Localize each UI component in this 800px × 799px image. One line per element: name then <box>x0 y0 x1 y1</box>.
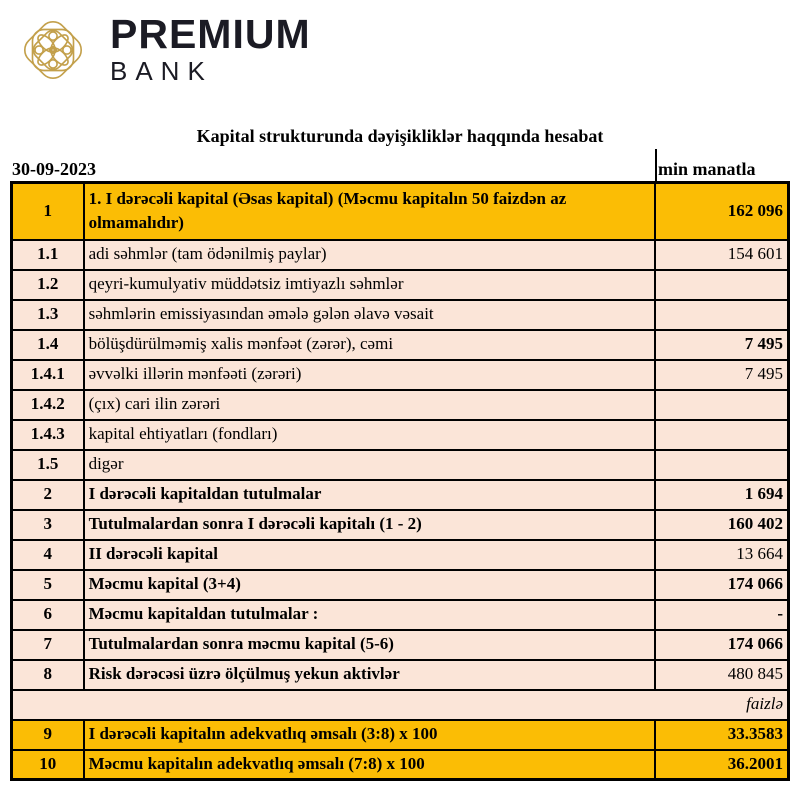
table-row <box>12 660 789 690</box>
row-number-cell: 5 <box>12 570 84 600</box>
row-value-cell <box>655 270 788 300</box>
percent-note-cell: faizlə <box>12 690 789 720</box>
row-number-cell: 1.3 <box>12 300 84 330</box>
row-label-cell: Tutulmalardan sonra məcmu kapital (5-6) <box>84 630 656 660</box>
table-row <box>12 183 789 240</box>
row-label-cell: səhmlərin emissiyasından əmələ gələn əlavə vəsait <box>84 300 656 330</box>
row-value-cell <box>655 390 788 420</box>
row-value-cell <box>655 420 788 450</box>
brand-subname: BANK <box>110 55 213 86</box>
table-row <box>12 300 789 330</box>
table-row <box>12 480 789 510</box>
table-row <box>12 510 789 540</box>
row-label-cell: bölüşdürülməmiş xalis mənfəət (zərər), cəmi <box>84 330 656 360</box>
table-row <box>12 750 789 780</box>
table-row <box>12 540 789 570</box>
knot-ornament-icon <box>12 9 94 91</box>
table-row <box>12 270 789 300</box>
report-subheader <box>10 149 790 181</box>
table-row <box>12 690 789 720</box>
row-number-cell: 1.2 <box>12 270 84 300</box>
row-label-cell: (çıx) cari ilin zərəri <box>84 390 656 420</box>
row-number-cell: 9 <box>12 720 84 750</box>
row-number-cell: 3 <box>12 510 84 540</box>
table-row <box>12 420 789 450</box>
row-value-cell: - <box>655 600 788 630</box>
row-number-cell: 1.4 <box>12 330 84 360</box>
row-value-cell: 174 066 <box>655 570 788 600</box>
row-value-cell <box>655 300 788 330</box>
row-label-cell: 1. I dərəcəli kapital (Əsas kapital) (Məcmu kapitalın 50 faizdən az olmamalıdır) <box>84 183 656 240</box>
bank-logo <box>0 0 800 94</box>
row-value-cell: 33.3583 <box>655 720 788 750</box>
capital-structure-table <box>10 181 790 781</box>
row-number-cell: 6 <box>12 600 84 630</box>
row-value-cell: 36.2001 <box>655 750 788 780</box>
row-label-cell: Məcmu kapitalın adekvatlıq əmsalı (7:8) x 100 <box>84 750 656 780</box>
row-label-cell: Tutulmalardan sonra I dərəcəli kapitalı (1 - 2) <box>84 510 656 540</box>
row-number-cell: 8 <box>12 660 84 690</box>
row-value-cell <box>655 450 788 480</box>
row-label-cell: I dərəcəli kapitalın adekvatlıq əmsalı (3:8) x 100 <box>84 720 656 750</box>
row-value-cell: 160 402 <box>655 510 788 540</box>
row-label-cell: Məcmu kapital (3+4) <box>84 570 656 600</box>
row-label-cell: Məcmu kapitaldan tutulmalar : <box>84 600 656 630</box>
table-row <box>12 600 789 630</box>
report-date: 30-09-2023 <box>12 159 96 180</box>
row-value-cell: 480 845 <box>655 660 788 690</box>
row-number-cell: 1.5 <box>12 450 84 480</box>
table-row <box>12 450 789 480</box>
table-row <box>12 330 789 360</box>
row-value-cell: 154 601 <box>655 240 788 270</box>
table-row <box>12 630 789 660</box>
row-label-cell: kapital ehtiyatları (fondları) <box>84 420 656 450</box>
row-value-cell: 1 694 <box>655 480 788 510</box>
table-row <box>12 240 789 270</box>
row-number-cell: 2 <box>12 480 84 510</box>
row-label-cell: əvvəlki illərin mənfəəti (zərəri) <box>84 360 656 390</box>
bank-logo-text <box>110 10 311 87</box>
unit-label: min manatla <box>655 149 790 181</box>
row-number-cell: 10 <box>12 750 84 780</box>
row-number-cell: 1.1 <box>12 240 84 270</box>
brand-name: PREMIUM <box>110 10 311 57</box>
row-value-cell: 174 066 <box>655 630 788 660</box>
row-number-cell: 4 <box>12 540 84 570</box>
row-number-cell: 1.4.2 <box>12 390 84 420</box>
capital-table-body <box>12 183 789 780</box>
row-value-cell: 13 664 <box>655 540 788 570</box>
table-row <box>12 390 789 420</box>
row-label-cell: adi səhmlər (tam ödənilmiş paylar) <box>84 240 656 270</box>
row-number-cell: 1.4.3 <box>12 420 84 450</box>
row-label-cell: I dərəcəli kapitaldan tutulmalar <box>84 480 656 510</box>
row-label-cell: digər <box>84 450 656 480</box>
table-row <box>12 570 789 600</box>
row-value-cell: 7 495 <box>655 360 788 390</box>
row-number-cell: 1 <box>12 183 84 240</box>
table-row <box>12 720 789 750</box>
table-row <box>12 360 789 390</box>
row-label-cell: Risk dərəcəsi üzrə ölçülmuş yekun aktivlər <box>84 660 656 690</box>
row-number-cell: 1.4.1 <box>12 360 84 390</box>
row-label-cell: qeyri-kumulyativ müddətsiz imtiyazlı səhmlər <box>84 270 656 300</box>
row-label-cell: II dərəcəli kapital <box>84 540 656 570</box>
page-title: Kapital strukturunda dəyişikliklər haqqında hesabat <box>196 126 604 146</box>
row-value-cell: 162 096 <box>655 183 788 240</box>
row-value-cell: 7 495 <box>655 330 788 360</box>
row-number-cell: 7 <box>12 630 84 660</box>
